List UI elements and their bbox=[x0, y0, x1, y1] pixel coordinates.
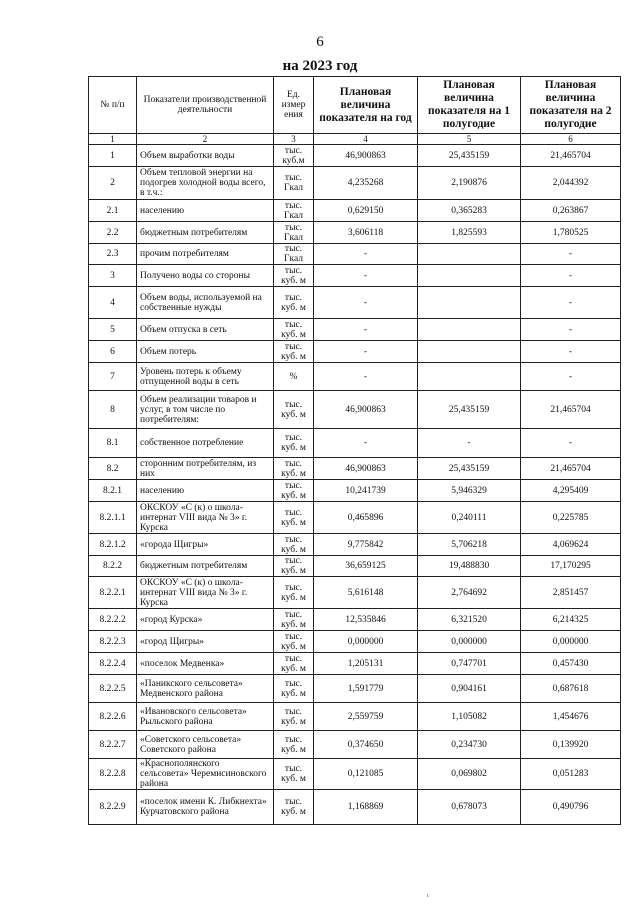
table-row bbox=[89, 675, 621, 703]
header-unit: Ед. измер ения bbox=[274, 77, 314, 134]
production-indicators-table bbox=[88, 76, 621, 825]
cell-num: 3 bbox=[89, 265, 137, 287]
cell-unit: тыс. Гкал bbox=[274, 200, 314, 222]
table-row bbox=[89, 556, 621, 577]
cell-name: Объем реализации товаров и услуг, в том числе по потребителям: bbox=[137, 391, 274, 429]
cell-year: 10,241739 bbox=[314, 480, 418, 502]
cell-unit: тыс. куб. м bbox=[274, 502, 314, 534]
cell-num: 8.2.2 bbox=[89, 556, 137, 577]
cell-num: 8.2.2.3 bbox=[89, 631, 137, 653]
table-row bbox=[89, 145, 621, 167]
cell-h1: 0,240111 bbox=[418, 502, 521, 534]
table-row bbox=[89, 577, 621, 609]
cell-num: 8.2.2.1 bbox=[89, 577, 137, 609]
cell-year: 46,900863 bbox=[314, 458, 418, 480]
cell-unit: тыс. куб. м bbox=[274, 458, 314, 480]
cell-unit: тыс. куб. м bbox=[274, 653, 314, 675]
cell-year: 46,900863 bbox=[314, 391, 418, 429]
cell-h2: 2,851457 bbox=[521, 577, 621, 609]
table-row bbox=[89, 363, 621, 391]
page-number: 6 bbox=[316, 34, 324, 50]
cell-year: - bbox=[314, 341, 418, 363]
document-title: на 2023 год bbox=[282, 58, 358, 74]
cell-unit: тыс. куб. м bbox=[274, 790, 314, 825]
cell-h2: - bbox=[521, 429, 621, 458]
cell-name: сторонним потребителям, из них bbox=[137, 458, 274, 480]
cell-unit: тыс. Гкал bbox=[274, 244, 314, 265]
cell-year: - bbox=[314, 265, 418, 287]
table-row bbox=[89, 790, 621, 825]
table-row bbox=[89, 759, 621, 790]
cell-year: 9,775842 bbox=[314, 534, 418, 556]
cell-h2: - bbox=[521, 244, 621, 265]
footer-mark: ı bbox=[427, 893, 429, 899]
cell-h2: 0,139920 bbox=[521, 731, 621, 759]
cell-num: 8.2.2.7 bbox=[89, 731, 137, 759]
cell-h1: 0,904161 bbox=[418, 675, 521, 703]
cell-year: - bbox=[314, 319, 418, 341]
cell-year: 3,606118 bbox=[314, 222, 418, 244]
cell-year: 0,000000 bbox=[314, 631, 418, 653]
cell-unit: тыс. Гкал bbox=[274, 222, 314, 244]
table-row bbox=[89, 200, 621, 222]
cell-unit: тыс. куб. м bbox=[274, 534, 314, 556]
cell-h1: 0,678073 bbox=[418, 790, 521, 825]
cell-num: 7 bbox=[89, 363, 137, 391]
cell-h1 bbox=[418, 319, 521, 341]
cell-year: 12,535846 bbox=[314, 609, 418, 631]
cell-name: «поселок Медвенка» bbox=[137, 653, 274, 675]
cell-name: «Советского сельсовета» Советского района bbox=[137, 731, 274, 759]
cell-h1: 19,488830 bbox=[418, 556, 521, 577]
cell-h1: 0,747701 bbox=[418, 653, 521, 675]
cell-name: ОКСКОУ «С (к) о школа-интернат VIII вида № 3» г. Курска bbox=[137, 502, 274, 534]
column-number-row bbox=[89, 134, 621, 145]
cell-num: 6 bbox=[89, 341, 137, 363]
table-row bbox=[89, 222, 621, 244]
cell-num: 8.2.2.5 bbox=[89, 675, 137, 703]
table-header-row bbox=[89, 77, 621, 134]
cell-name: Объем потерь bbox=[137, 341, 274, 363]
cell-year: 1,591779 bbox=[314, 675, 418, 703]
cell-h2: 2,044392 bbox=[521, 167, 621, 200]
cell-year: 36,659125 bbox=[314, 556, 418, 577]
header-num: № п/п bbox=[89, 77, 137, 134]
cell-num: 8.2.2.2 bbox=[89, 609, 137, 631]
cell-unit: тыс. куб. м bbox=[274, 577, 314, 609]
cell-h2: - bbox=[521, 265, 621, 287]
column-number: 2 bbox=[137, 134, 274, 145]
cell-h2: 6,214325 bbox=[521, 609, 621, 631]
cell-unit: % bbox=[274, 363, 314, 391]
table-row bbox=[89, 287, 621, 319]
cell-h2: 4,295409 bbox=[521, 480, 621, 502]
cell-num: 2.2 bbox=[89, 222, 137, 244]
table-row bbox=[89, 609, 621, 631]
cell-name: населению bbox=[137, 480, 274, 502]
table-row bbox=[89, 458, 621, 480]
table-row bbox=[89, 703, 621, 731]
table-row bbox=[89, 391, 621, 429]
cell-num: 8.2.1.2 bbox=[89, 534, 137, 556]
cell-num: 1 bbox=[89, 145, 137, 167]
cell-h2: 0,687618 bbox=[521, 675, 621, 703]
column-number: 1 bbox=[89, 134, 137, 145]
cell-name: Уровень потерь к объему отпущенной воды в сеть bbox=[137, 363, 274, 391]
cell-num: 2 bbox=[89, 167, 137, 200]
cell-year: - bbox=[314, 244, 418, 265]
cell-num: 8.1 bbox=[89, 429, 137, 458]
table-row bbox=[89, 534, 621, 556]
table-row bbox=[89, 631, 621, 653]
header-half2: Плановая величина показателя на 2 полугодие bbox=[521, 77, 621, 134]
column-number: 4 bbox=[314, 134, 418, 145]
cell-num: 2.3 bbox=[89, 244, 137, 265]
cell-name: Объем тепловой энергии на подогрев холодной воды всего, в т.ч.: bbox=[137, 167, 274, 200]
column-number: 6 bbox=[521, 134, 621, 145]
table-row bbox=[89, 429, 621, 458]
cell-h2: 0,490796 bbox=[521, 790, 621, 825]
table-row bbox=[89, 244, 621, 265]
cell-year: - bbox=[314, 287, 418, 319]
cell-unit: тыс. куб. м bbox=[274, 703, 314, 731]
cell-h2: 1,454676 bbox=[521, 703, 621, 731]
cell-h1: 0,365283 bbox=[418, 200, 521, 222]
cell-name: Объем выработки воды bbox=[137, 145, 274, 167]
cell-unit: тыс. куб. м bbox=[274, 341, 314, 363]
cell-name: бюджетным потребителям bbox=[137, 556, 274, 577]
table-row bbox=[89, 341, 621, 363]
table-row bbox=[89, 319, 621, 341]
cell-h2: 17,170295 bbox=[521, 556, 621, 577]
cell-h1: 25,435159 bbox=[418, 145, 521, 167]
cell-unit: тыс. куб. м bbox=[274, 556, 314, 577]
cell-year: 46,900863 bbox=[314, 145, 418, 167]
table-row bbox=[89, 502, 621, 534]
cell-num: 8.2 bbox=[89, 458, 137, 480]
cell-num: 4 bbox=[89, 287, 137, 319]
cell-unit: тыс. куб. м bbox=[274, 731, 314, 759]
cell-unit: тыс. куб. м bbox=[274, 265, 314, 287]
column-number: 3 bbox=[274, 134, 314, 145]
cell-unit: тыс. куб. м bbox=[274, 287, 314, 319]
cell-year: 5,616148 bbox=[314, 577, 418, 609]
cell-unit: тыс. куб.м bbox=[274, 145, 314, 167]
table-row bbox=[89, 731, 621, 759]
header-indicator: Показатели производственной деятельности bbox=[137, 77, 274, 134]
cell-h2: - bbox=[521, 319, 621, 341]
cell-h1: 0,069802 bbox=[418, 759, 521, 790]
table-row bbox=[89, 480, 621, 502]
cell-h1: 5,706218 bbox=[418, 534, 521, 556]
cell-h1 bbox=[418, 244, 521, 265]
cell-name: «город Щигры» bbox=[137, 631, 274, 653]
cell-name: прочим потребителям bbox=[137, 244, 274, 265]
table-row bbox=[89, 653, 621, 675]
cell-h2: 4,069624 bbox=[521, 534, 621, 556]
cell-h1: 25,435159 bbox=[418, 458, 521, 480]
cell-name: ОКСКОУ «С (к) о школа-интернат VIII вида № 3» г. Курска bbox=[137, 577, 274, 609]
cell-h2: 21,465704 bbox=[521, 145, 621, 167]
cell-year: 2,559759 bbox=[314, 703, 418, 731]
cell-h2: 0,225785 bbox=[521, 502, 621, 534]
table-row bbox=[89, 265, 621, 287]
cell-name: «города Щигры» bbox=[137, 534, 274, 556]
cell-h2: - bbox=[521, 287, 621, 319]
cell-unit: тыс. куб. м bbox=[274, 391, 314, 429]
cell-h2: 0,457430 bbox=[521, 653, 621, 675]
cell-h2: - bbox=[521, 363, 621, 391]
cell-name: Объем воды, используемой на собственные нужды bbox=[137, 287, 274, 319]
cell-h1: 0,234730 bbox=[418, 731, 521, 759]
cell-h1: 2,764692 bbox=[418, 577, 521, 609]
cell-num: 8.2.2.9 bbox=[89, 790, 137, 825]
cell-name: «Краснополянского сельсовета» Черемисиновского района bbox=[137, 759, 274, 790]
cell-h2: 21,465704 bbox=[521, 458, 621, 480]
cell-h1: 1,825593 bbox=[418, 222, 521, 244]
table-body bbox=[89, 145, 621, 825]
cell-num: 5 bbox=[89, 319, 137, 341]
header-half1: Плановая величина показателя на 1 полугодие bbox=[418, 77, 521, 134]
cell-unit: тыс. куб. м bbox=[274, 609, 314, 631]
cell-name: «поселок имени К. Либкнехта» Курчатовского района bbox=[137, 790, 274, 825]
cell-name: собственное потребление bbox=[137, 429, 274, 458]
cell-h1: 25,435159 bbox=[418, 391, 521, 429]
cell-h2: 0,263867 bbox=[521, 200, 621, 222]
cell-unit: тыс. Гкал bbox=[274, 167, 314, 200]
cell-name: Объем отпуска в сеть bbox=[137, 319, 274, 341]
cell-year: 1,205131 bbox=[314, 653, 418, 675]
cell-unit: тыс. куб. м bbox=[274, 759, 314, 790]
cell-num: 8.2.1.1 bbox=[89, 502, 137, 534]
cell-name: «Ивановского сельсовета» Рыльского района bbox=[137, 703, 274, 731]
cell-name: населению bbox=[137, 200, 274, 222]
cell-h1: - bbox=[418, 429, 521, 458]
cell-year: 0,629150 bbox=[314, 200, 418, 222]
cell-num: 8 bbox=[89, 391, 137, 429]
cell-name: Получено воды со стороны bbox=[137, 265, 274, 287]
cell-year: 0,465896 bbox=[314, 502, 418, 534]
cell-year: 4,235268 bbox=[314, 167, 418, 200]
cell-h1 bbox=[418, 341, 521, 363]
cell-h2: - bbox=[521, 341, 621, 363]
table-row bbox=[89, 167, 621, 200]
cell-num: 2.1 bbox=[89, 200, 137, 222]
cell-unit: тыс. куб. м bbox=[274, 429, 314, 458]
cell-num: 8.2.2.6 bbox=[89, 703, 137, 731]
cell-year: 0,121085 bbox=[314, 759, 418, 790]
cell-h1: 2,190876 bbox=[418, 167, 521, 200]
cell-h2: 0,051283 bbox=[521, 759, 621, 790]
cell-h2: 1,780525 bbox=[521, 222, 621, 244]
cell-num: 8.2.2.8 bbox=[89, 759, 137, 790]
cell-h1 bbox=[418, 287, 521, 319]
cell-year: 1,168869 bbox=[314, 790, 418, 825]
cell-h1 bbox=[418, 363, 521, 391]
cell-year: 0,374650 bbox=[314, 731, 418, 759]
cell-unit: тыс. куб. м bbox=[274, 319, 314, 341]
header-year: Плановая величина показателя на год bbox=[314, 77, 418, 134]
cell-name: «город Курска» bbox=[137, 609, 274, 631]
cell-name: бюджетным потребителям bbox=[137, 222, 274, 244]
cell-h1: 5,946329 bbox=[418, 480, 521, 502]
cell-year: - bbox=[314, 363, 418, 391]
cell-h1: 6,321520 bbox=[418, 609, 521, 631]
cell-h1: 1,105082 bbox=[418, 703, 521, 731]
cell-h1 bbox=[418, 265, 521, 287]
cell-year: - bbox=[314, 429, 418, 458]
column-number: 5 bbox=[418, 134, 521, 145]
cell-h2: 0,000000 bbox=[521, 631, 621, 653]
cell-name: «Паникского сельсовета» Медвенского района bbox=[137, 675, 274, 703]
cell-h1: 0,000000 bbox=[418, 631, 521, 653]
cell-num: 8.2.1 bbox=[89, 480, 137, 502]
cell-unit: тыс. куб. м bbox=[274, 675, 314, 703]
cell-h2: 21,465704 bbox=[521, 391, 621, 429]
cell-num: 8.2.2.4 bbox=[89, 653, 137, 675]
cell-unit: тыс. куб. м bbox=[274, 631, 314, 653]
cell-unit: тыс. куб. м bbox=[274, 480, 314, 502]
